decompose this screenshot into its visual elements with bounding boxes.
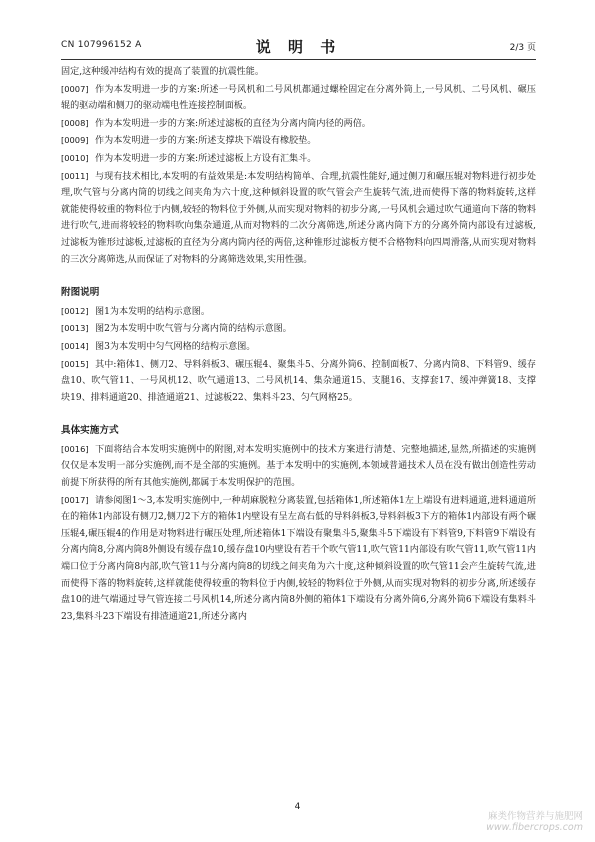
paragraph-text: 图1为本发明的结构示意图。 [95, 306, 210, 317]
paragraph-text: 图3为本发明中匀气网格的结构示意图。 [95, 341, 256, 352]
paragraph-text: 图2为本发明中吹气管与分离内筒的结构示意图。 [95, 324, 292, 335]
paragraph-0014 [61, 338, 536, 356]
paragraph-text: 下面将结合本发明实施例中的附图,对本发明实施例中的技术方案进行清楚、完整地描述,显然,所描述的实施例仅仅是本发明一部分实施例,而不是全部的实施例。基于本发明中的实施例,本领域普通技术人员在没有做出创造性劳动前提下所获得的所有其他实施例,都属于本发明保护的范围。 [61, 444, 536, 489]
paragraph-number: [0015] [61, 358, 89, 369]
paragraph-number: [0011] [61, 170, 89, 181]
section-heading-embodiments: 具体实施方式 [61, 425, 119, 437]
paragraph-text: 请参阅图1～3,本发明实施例中,一种胡麻脱粒分离装置,包括箱体1,所述箱体1左上端设有进料通道,进料通道所在的箱体1内部设有侧刀2,侧刀2下方的箱体1内壁设有呈左高右低的导料斜板3,导料斜板3下方的箱体1内部设有两个碾压辊4,碾压辊4的作用是对物料进行碾压处理,所述箱体1下端设有聚集斗5,聚集斗5下端设有下料管9,下料管9下端设有分离内筒8,分离内筒8外侧设有缓存盘10,缓存盘10内壁设有若干个吹气管11,吹气管11内部设有吹气管11,吹气管11内端口位于分离内筒8内部,吹气管11与分离内筒8的切线之间夹角为六十度,这种倾斜设置的吹气管11会产生旋转气流,进而使得下落的物料旋转,这样就能使得较重的物料位于内侧,较轻的物料位于外侧,从而实现对物料的初步分离,所述缓存盘10的进气端通过导气管连接二号风机14,所述分离内筒8外侧的箱体1下端设有分离外筒6,分离外筒6下端设有集料斗23,集料斗23下端设有排渣通道21,所述分离内 [61, 495, 536, 622]
paragraph-number: [0008] [61, 117, 89, 128]
page-header [61, 36, 536, 58]
page-number: 4 [294, 802, 301, 812]
paragraph-number: [0009] [61, 135, 89, 146]
paragraph-0011 [61, 168, 536, 269]
patent-number: CN 107996152 A [61, 40, 142, 50]
paragraph-text: 作为本发明进一步的方案:所述过滤板的直径为分离内筒内径的两倍。 [95, 118, 371, 129]
paragraph-number: [0013] [61, 323, 89, 334]
paragraph-0007 [61, 81, 536, 115]
paragraph-number: [0014] [61, 340, 89, 351]
header-rule [61, 59, 536, 60]
watermark-text: 麻类作物营养与施肥网 [487, 811, 583, 822]
paragraph-text: 作为本发明进一步的方案:所述过滤板上方设有汇集斗。 [95, 153, 317, 164]
paragraph-0016 [61, 441, 536, 492]
page-indicator: 2/3 页 [509, 43, 536, 53]
document-title: 说 明 书 [255, 38, 342, 56]
paragraph-0015 [61, 356, 536, 407]
paragraph-number: [0012] [61, 305, 89, 316]
paragraph-0017 [61, 492, 536, 626]
document-body [61, 64, 536, 625]
paragraph-number: [0007] [61, 83, 89, 94]
paragraph-text: 与现有技术相比,本发明的有益效果是:本发明结构简单、合理,抗震性能好,通过侧刀和碾压辊对物料进行初步处理,吹气管与分离内筒的切线之间夹角为六十度,这种倾斜设置的吹气管会产生旋转气流,进而使得下落的物料旋转,这样就能使得较重的物料位于内侧,较轻的物料位于外侧,从而实现对物料的初步分离,一号风机会通过吹气通道向下落的物料进行吹气,进而将较轻的物料吹向集杂通道,从而对物料的二次分离筛选,所述分离内筒下方的分离外筒内部设有过滤板,过滤板为锥形过滤板,过滤板的直径为分离内筒内径的两倍,这种锥形过滤板方便不合格物料向四周滑落,从而实现对物料的三次分离筛选,从而保证了对物料的分离筛选效果,实用性强。 [61, 171, 536, 265]
paragraph-number: [0016] [61, 443, 89, 454]
section-heading-figures: 附图说明 [61, 287, 100, 299]
paragraph-number: [0010] [61, 152, 89, 163]
paragraph-continued: 固定,这种缓冲结构有效的提高了装置的抗震性能。 [61, 67, 264, 77]
paragraph-text: 作为本发明进一步的方案:所述一号风机和二号风机都通过螺栓固定在分离外筒上,一号风机、二号风机、碾压辊的驱动端和侧刀的驱动端电性连接控制面板。 [61, 84, 536, 112]
watermark-url: www.fibercrops.com [486, 822, 583, 833]
paragraph-0009 [61, 132, 536, 150]
paragraph-0010 [61, 150, 536, 168]
paragraph-text: 作为本发明进一步的方案:所述支撑块下端设有橡胶垫。 [95, 136, 317, 147]
paragraph-0012 [61, 303, 536, 321]
paragraph-text: 其中:箱体1、侧刀2、导料斜板3、碾压辊4、聚集斗5、分离外筒6、控制面板7、分离内筒8、下料管9、缓存盘10、吹气管11、一号风机12、吹气通道13、二号风机14、集杂通道15、支腿16、支撑套17、缓冲弹簧18、支撑块19、排料通道20、排渣通道21、过滤板22、集料斗23、匀气网格25。 [61, 359, 536, 403]
paragraph-0013 [61, 320, 536, 338]
paragraph-0008 [61, 115, 536, 133]
paragraph-number: [0017] [61, 494, 89, 505]
